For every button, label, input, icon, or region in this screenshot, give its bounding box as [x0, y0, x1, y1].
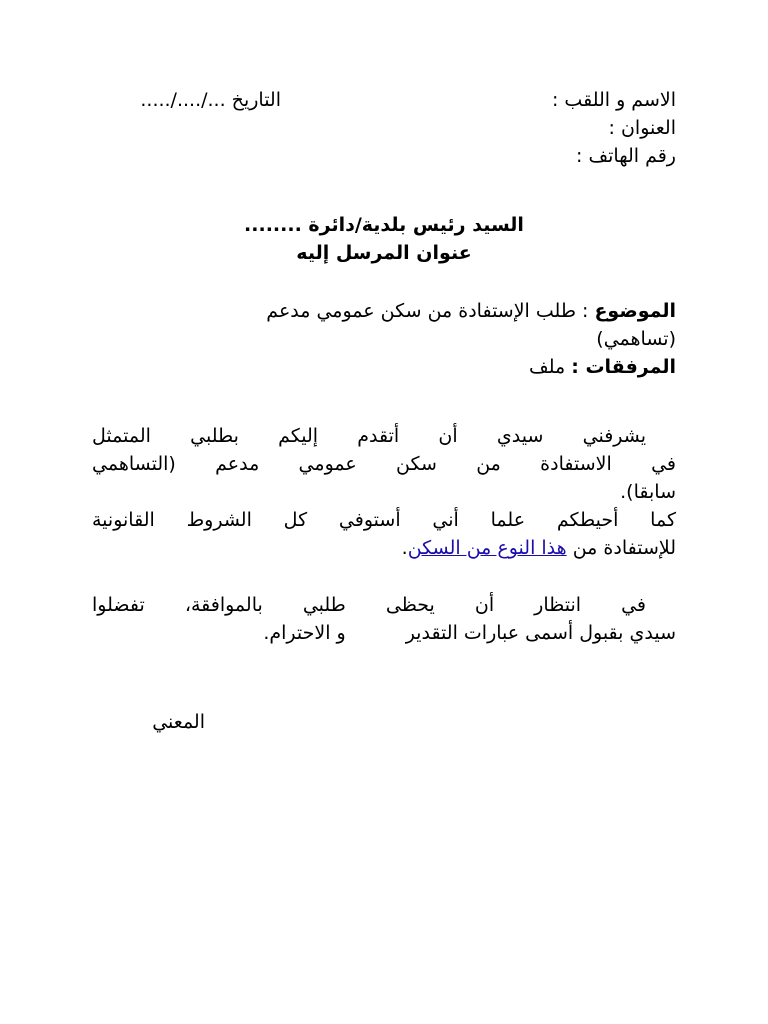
- subject-text: : طلب الإستفادة من سكن عمومي مدعم: [266, 300, 589, 322]
- name-label: الاسم و اللقب :: [551, 89, 676, 111]
- body-p1-line1: يشرفني سيدي أن أتقدم إليكم بطلبي المتمثل: [92, 425, 646, 447]
- body-p3-line1: في انتظار أن يحظى طلبي بالموافقة، تفضلوا: [92, 594, 646, 616]
- recipient-address: عنوان المرسل إليه: [296, 242, 472, 264]
- attachments-label: المرفقات :: [571, 356, 676, 378]
- body-p1-line2: في الاستفادة من سكن عمومي مدعم (التساهمي: [92, 453, 676, 475]
- subject-label: الموضوع: [594, 300, 676, 322]
- address-label: العنوان :: [608, 117, 676, 139]
- body-p3-line2: سيدي بقبول أسمى عبارات التقديرو الاحترام.: [263, 622, 676, 644]
- attachments-value: ملف: [529, 356, 566, 378]
- phone-label: رقم الهاتف :: [576, 145, 676, 167]
- body-p1-line3: سابقا).: [620, 481, 676, 503]
- signature: المعني: [152, 711, 205, 733]
- housing-type-link[interactable]: هذا النوع من السكن: [407, 537, 567, 559]
- body-p2-line2: للإستفادة من هذا النوع من السكن.: [401, 537, 676, 559]
- body-p2-line1: كما أحيطكم علما أني أستوفي كل الشروط القانونية: [92, 509, 676, 531]
- subject-text-cont: (تساهمي): [596, 328, 676, 350]
- date-label: التاريخ .../..../.....: [140, 89, 281, 111]
- attachments-line: [529, 353, 676, 381]
- recipient-title: السيد رئيس بلدية/دائرة ........: [244, 214, 524, 236]
- subject-line: [266, 297, 676, 325]
